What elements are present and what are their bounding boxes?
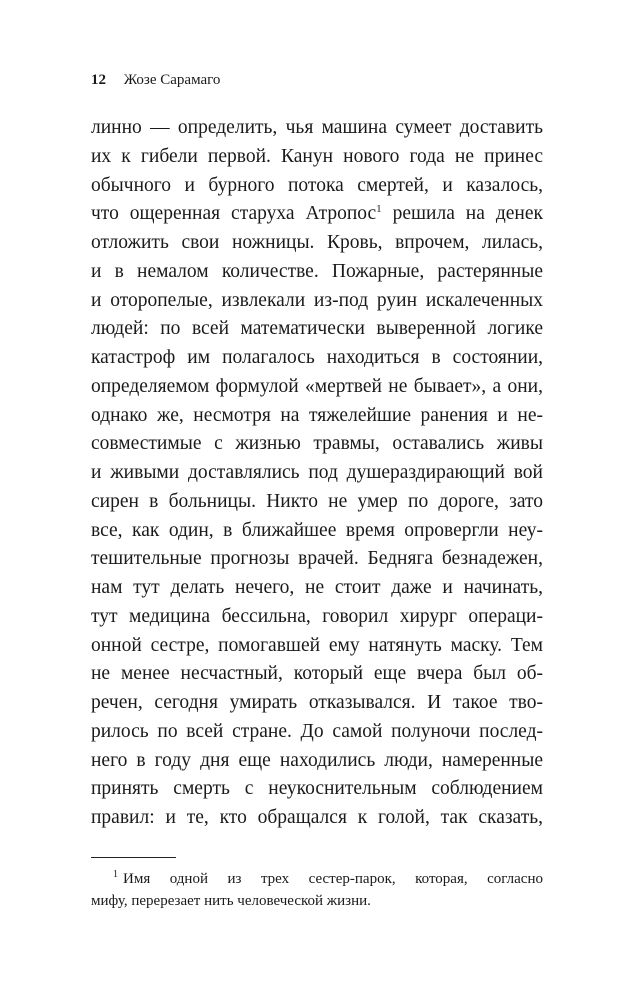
text-line: и живыми доставлялись под душераздирающий вой [91, 462, 543, 483]
text-line: сирен в больницы. Никто не умер по дороге, зато [91, 490, 543, 512]
text-segment: что ощеренная старуха Атропос [91, 203, 377, 225]
footnote-reference[interactable]: 1 [376, 203, 382, 216]
text-line: нам тут делать нечего, не стоит даже и начинать, [91, 577, 543, 598]
text-line: определяемом формулой «мертвей не бывает», а они, [91, 375, 543, 397]
text-line: людей: по всей математически выверенной логике [91, 318, 543, 340]
text-line: речен, сегодня умирать отказывался. И такое тво- [91, 692, 543, 713]
text-line: не менее несчастный, который еще вчера был об- [91, 663, 543, 685]
text-line: онной сестре, помогавшей ему натянуть маску. Тем [91, 634, 543, 656]
running-header [91, 72, 220, 89]
text-line: обычного и бурного потока смертей, и казалось, [91, 174, 543, 196]
text-line: рилось по всей стране. До самой полуночи послед- [91, 720, 543, 742]
text-line: него в году дня еще находились люди, намеренные [91, 749, 543, 771]
text-segment: решила на денек [381, 203, 543, 225]
footnote-marker: 1 [113, 869, 118, 880]
text-line: тут медицина бессильна, говорил хирург операци- [91, 605, 543, 627]
body-text [91, 114, 543, 833]
text-line: и оторопелые, извлекали из-под руин искалеченных [91, 289, 543, 311]
text-line: и в немалом количестве. Пожарные, растерянные [91, 260, 543, 282]
text-line: правил: и те, кто обращался к голой, так сказать, [91, 807, 543, 828]
text-line: принять смерть с неукоснительным соблюдением [91, 778, 543, 800]
text-line: катастроф им полагалось находиться в состоянии, [91, 347, 543, 368]
text-line: линно — определить, чья машина сумеет доставить [91, 117, 543, 138]
footnote-line [91, 868, 543, 890]
text-line: тешительные прогнозы врачей. Бедняга безнадежен, [91, 548, 543, 570]
text-line: однако же, несмотря на тяжелейшие ранения и не- [91, 404, 543, 426]
page-number: 12 [91, 72, 106, 88]
footnote-text: Имя одной из трех сестер-парок, которая, согласно [123, 871, 543, 887]
text-line: все, как один, в ближайшее время опровергли неу- [91, 519, 543, 541]
text-line: их к гибели первой. Канун нового года не принес [91, 145, 543, 167]
footnote-divider [91, 857, 176, 858]
text-line: отложить свои ножницы. Кровь, впрочем, лилась, [91, 232, 543, 253]
footnote-line: мифу, перерезает нить человеческой жизни. [91, 893, 371, 909]
footnote [91, 868, 543, 912]
text-line [91, 200, 543, 229]
running-title: Жозе Сарамаго [123, 72, 221, 88]
text-line: совместимые с жизнью травмы, оставались живы [91, 433, 543, 455]
